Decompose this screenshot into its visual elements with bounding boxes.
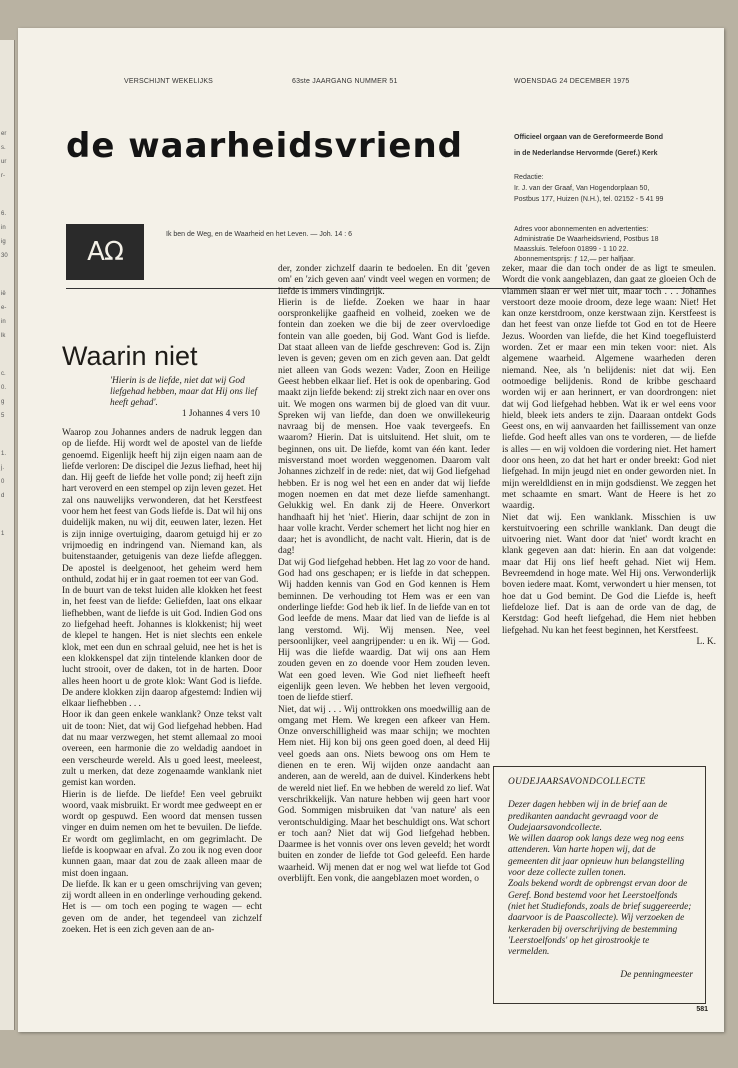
newspaper-page xyxy=(18,28,724,1032)
article-signature: L. K. xyxy=(696,636,716,647)
prev-page-fragment: r- xyxy=(1,173,5,179)
prev-page-fragment: g xyxy=(1,399,5,405)
paragraph: Niet dat wij. Een wanklank. Misschien is uw kerstuitvoering een schrille wanklank. Dan deugt die uitvoering niet. Want door dat 'niet' wordt kracht en klank gegeven aan dat: hierin. En aan dat volgende: maar dat Hij ons lief heeft gehad. Niet wij Hem. Bevreemdend in hoge mate. Wel Hij ons. Verwonderlijk boven iedere maat. Komt, verwondert u hier mensen, tot hoe dat u God bemint. De God die Liefde is, heeft liefdeloze lief. Dat is aan de orde van de dag, de Kerstdag: God heeft liefgehad, die Hem niet hebben liefgehad. Nu kan het feest beginnen, het Kerstfeest. xyxy=(502,512,716,636)
subscription-info xyxy=(514,225,724,265)
paragraph: Hierin is de liefde. Zoeken we haar in haar oorspronkelijke gaafheid en volheid, zoeken we de fontein dan zoeken we die bij de zeer overvloedige fontein van alle goeden, bij God. Want God is liefde. Dat staat alleen van de liefde geschreven: God is. Zijn leven is geven; geven om en zich geven aan. Dat geldt niet alleen van Gods wezen: Vader, Zoon en Heilige Geest hebben elkaar lief. Het is ook de openbaring. God maakt zijn liefde bekend: zij strekt zich naar en over ons uit. We mogen ons warmen bij de gloed van dit vuur. Spreken wij van liefde, dan doen we onwillekeurig navraag bij de mensen. Hoe vaak tevergeefs. En waarom? Hierin. Dat is uitsluitend. Het sluit, om te beginnen, ons uit. De liefde, komt van één kant. Ieder misverstand moet worden weggenomen. Daarom valt Johannes zichzelf in de rede: niet, dat wij God liefgehad hebben. Er is nog wel het een en ander dat wij liefde mogen noemen en dat met deze liefde samenhangt. Gelukkig wel. En dank zij de Heere. Onverkort handhaaft hij het 'niet'. Hierin, daar schijnt de zon in haar volle kracht. Verder schemert het licht nog hier en daar; het is avondlicht, de nacht valt. Hierin, dat is de dag! xyxy=(278,297,490,557)
prev-page-fragment: ur xyxy=(1,159,7,165)
prev-page-fragment: 1. xyxy=(1,451,7,457)
article-column-2 xyxy=(278,264,490,1024)
volume-number: 63ste JAARGANG NUMMER 51 xyxy=(292,78,398,85)
motto: Ik ben de Weg, en de Waarheid en het Leven. — Joh. 14 : 6 xyxy=(166,231,353,238)
editor-line-2: Postbus 177, Huizen (N.H.), tel. 02152 - 5 41 99 xyxy=(514,196,664,203)
paragraph: der, zonder zichzelf daarin te bedoelen. En dit 'geven om' en 'zich geven aan' vindt veel wegen en vormen; de liefde is immers vindingrijk. xyxy=(278,264,490,297)
frequency-label: VERSCHIJNT WEKELIJKS xyxy=(124,78,214,85)
prev-page-fragment: lk xyxy=(1,333,6,339)
prev-page-fragment: ië xyxy=(1,291,6,297)
prev-page-fragment: 6. xyxy=(1,211,7,217)
subs-line-4: Abonnementsprijs: ƒ 12,— per halfjaar. xyxy=(514,256,636,263)
prev-page-fragment: j. xyxy=(1,465,4,471)
prev-page-fragment: in xyxy=(1,319,6,325)
editor-label: Redactie: xyxy=(514,174,544,181)
newspaper-title: de waarheidsvriend xyxy=(66,126,463,166)
prev-page-fragment: 5 xyxy=(1,413,5,419)
editor-line-1: Ir. J. van der Graaf, Van Hogendorplaan 50, xyxy=(514,185,650,192)
prev-page-fragment: er xyxy=(1,131,7,137)
paragraph: Niet, dat wij . . . Wij onttrokken ons moedwillig aan de omgang met Hem. We kregen een afkeer van Hem. Onze onverschilligheid was maar schijn; we mochten Hem niet. Hij kon bij ons geen goed doen, al deed Hij veel goeds aan ons. Niets bewoog ons om Hem te dienen en te eren. Wij wijden onze aandacht aan anderen, aan de wereld, aan de duivel. Kinderkens hebt de wereld niet lief. En we hebben de wereld zo lief. Wat verschrikkelijk. Van nature hebben wij geen hart voor God. Sommigen misbruiken dat 'van nature' als een verontschuldiging. Maar het beschuldigt ons. Wat schort er toch aan? Niet dat wij God liefgehad hebben. Daarmee is het vonnis over ons leven geveld; het wordt buiten en zonder de liefde tot God geleefd. Een harde waarheid. Wij menen dat er nog wel wat liefde tot God overblijft. Een vonk, die aangeblazen moet worden, o xyxy=(278,704,490,885)
issue-date: WOENSDAG 24 DECEMBER 1975 xyxy=(514,78,630,85)
prev-page-fragment: 30 xyxy=(1,253,8,259)
prev-page-fragment: e- xyxy=(1,305,7,311)
subs-line-3: Maassluis. Telefoon 01899 - 1 10 22. xyxy=(514,246,629,253)
collecte-title: OUDEJAARSAVONDCOLLECTE xyxy=(508,777,646,787)
epigraph-reference: 1 Johannes 4 vers 10 xyxy=(181,409,260,419)
paragraph: Hierin is de liefde. De liefde! Een veel gebruikt woord, vaak misbruikt. Er wordt mee gedweept en er wordt op gespuwd. Een woord dat mensen tussen vinger en duim nemen om het te bevuilen. De liefde. Er wordt om geglimlacht, en om gegrimlacht. De liefde is koopwaar en afval. Zo zou ik nog even door kunnen gaan, maar dat zou de zaak alleen maar de mist doen ingaan. xyxy=(62,789,262,879)
previous-page-edge xyxy=(0,40,15,1030)
subs-line-2: Administratie De Waarheidsvriend, Postbus 18 xyxy=(514,236,659,243)
epigraph: 'Hierin is de liefde, niet dat wij God liefgehad hebben, maar dat Hij ons lief heeft gehad'. xyxy=(110,376,258,408)
paragraph: In de buurt van de tekst luiden alle klokken het feest in, het feest van de liefde: Geliefden, laat ons elkaar liefhebben, want de liefde is uit God. Indien God ons zo liefgehad heeft. Johannes is klokkenist; hij weet de klepel te hangen. Het is niet slechts een enkele klok, met een dun en schraal geluid, nee het is het is een klokkenspel dat zijn tintelende klanken door de lucht strooit, over de daken, tot in de harten. Door alles heen hoort u de grote klok: Want God is liefde. De andere klokken zijn daarop afgestemd: Indien wij elkaar liefhebben . . . xyxy=(62,586,262,710)
prev-page-fragment: 0 xyxy=(1,479,5,485)
article-title: Waarin niet xyxy=(62,341,198,371)
prev-page-fragment: 1 xyxy=(1,531,5,537)
organ-line-2: in de Nederlandse Hervormde (Geref.) Kerk xyxy=(514,150,658,157)
organ-line-1: Officieel orgaan van de Gereformeerde Bond xyxy=(514,134,663,141)
prev-page-fragment: s. xyxy=(1,145,6,151)
prev-page-fragment: 0. xyxy=(1,385,7,391)
prev-page-fragment: c. xyxy=(1,371,6,377)
paragraph: Hoor ik dan geen enkele wanklank? Onze tekst valt uit de toon: Niet, dat wij God liefgehad hebben. Had dat nu maar verzwegen, het stemt allemaal zo mooi overeen, een harmonie die zo weldadig aandoet in een verscheurde wereld. Als u goed leest, meeleest, zult u merken, dat deze zogenaamde wanklank niet gemist kan worden. xyxy=(62,710,262,789)
collecte-paragraph: We willen daarop ook langs deze weg nog eens attenderen. Van harte hopen wij, dat de gemeenten dit jaar opnieuw hun belangstelling voor deze collecte zullen tonen. xyxy=(508,834,685,879)
prev-page-fragment: ig xyxy=(1,239,6,245)
paragraph: Waarop zou Johannes anders de nadruk leggen dan op de liefde. Hij wordt wel de apostel van de liefde genoemd. Eigenlijk heeft hij zijn eigen naam aan de liefde verloren: De discipel die Jezus liefhad, heet hij dan. Hij geeft de liefde het volle pond; zij heeft zijn hart veroverd en een stempel op zijn leven gezet. Het zal ons nauwelijks verwonderen, dat het Kerstfeest voor hem het feest van Gods liefde is. Dat wil hij ons duidelijk maken, nu wij dit, eeuwen later, lezen. Het is zijn innige overtuiging, daarom getuigd hij er zo vrijmoedig en indringend van. Niemand kan, als buitenstaander, getuigenis van deze liefde afleggen. De apostel is deelgenoot, het geheim werd hem onthuld, zodat hij er in gaat roemen tot eer van God. xyxy=(62,428,262,585)
collecte-notice xyxy=(493,766,706,1004)
collecte-signoff: De penningmeester xyxy=(620,970,693,981)
article-column-3 xyxy=(502,264,716,788)
subs-line-1: Adres voor abonnementen en advertenties: xyxy=(514,226,649,233)
article-column-1 xyxy=(62,428,262,1024)
collecte-paragraph: Zoals bekend wordt de opbrengst ervan door de Geref. Bond bestemd voor het Leerstoelfonds (niet het Studiefonds, zoals de brief suggereerde; daarvoor is de Paascollecte). Wij verzoeken de kerkeraden bij overschrijving de bestemming 'Leerstoelfonds' op het girostrookje te vermelden. xyxy=(508,879,692,958)
prev-page-fragment: d xyxy=(1,493,5,499)
paragraph: De liefde. Ik kan er u geen omschrijving van geven; zij wordt alleen in en onderlinge verhouding gekend. Het is — om toch een poging te wagen — echt geven om de ander, het tegendeel van zichzelf zoeken. Het is een zich geven aan de an- xyxy=(62,879,262,936)
alpha-omega-logo: AΩ xyxy=(66,224,144,280)
page-number: 581 xyxy=(696,1006,708,1013)
collecte-paragraph: Dezer dagen hebben wij in de brief aan de predikanten aandacht gevraagd voor de Oudejaarsavondcollecte. xyxy=(508,800,668,833)
prev-page-fragment: in xyxy=(1,225,6,231)
paragraph: Dat wij God liefgehad hebben. Het lag zo voor de hand. God had ons geschapen; er is liefde in dat scheppen. Wij hadden kennis van God en God kennen is Hem beminnen. De verhouding tot Hem was er een van onderlinge liefde: God heb ik lief. In de liefde van en tot God leefde de mens. Maar dat lied van de liefde is al lang verstomd. Wij. Wij mensen. Nee, veel persoonlijker, veel aangrijpender: u en ik. Wij — God. Hij was die liefde waardig. Dat wij ons aan Hem zouden geven en zo doende voor Hem zouden leven. Wat een goed leven. Wie God niet liefheeft heeft eigenlijk geen leven. We hebben het leven vergooid, toen de liefde stierf. xyxy=(278,557,490,704)
masthead-info xyxy=(514,132,724,205)
paragraph: zeker, maar die dan toch onder de as ligt te smeulen. Wordt die vonk aangeblazen, dan gaat ze gloeien Och de vlammen slaan er wel niet uit, maar toch . . . Johannes verstoort deze mooie droom, deze lege waan: Niet! Het kan onze kerstdroom, onze kerstwaan zijn. Kerstfeest is dan het feest van onze liefde tot God en tot de Heere Jezus. Woorden van liefde, die het Kind toegefluisterd worden. Zet er maar een min teken voor: niet. Als algemene waarheid. Algemene waarheden deren niemand. Nee, als 'n belijdenis: niet dat wij. Een ootmoedige belijdenis. Rond de kribbe geschaard worden wij er aan herinnert, er van doordrongen: niet dat wij God liefgehad hebben. Wat ik er wel eens voor hield, bleek iets anders te zijn. Daaraan ontdekt Gods Geest ons, en wij aanvaarden het faillissement van onze liefde. God heeft alles van ons te vorderen, — de liefde is alles — en wij voldoen die vordering niet. Het hamert door ons heen, zo dat het hart er onder breekt: God niet liefgehad. In mijn jeugd niet en onder geworden niet. In mijn wereldldienst en in mijn godsdienst. We zeggen het met schaamte en smart. Want de Heere is het zo waardig. xyxy=(502,264,716,512)
